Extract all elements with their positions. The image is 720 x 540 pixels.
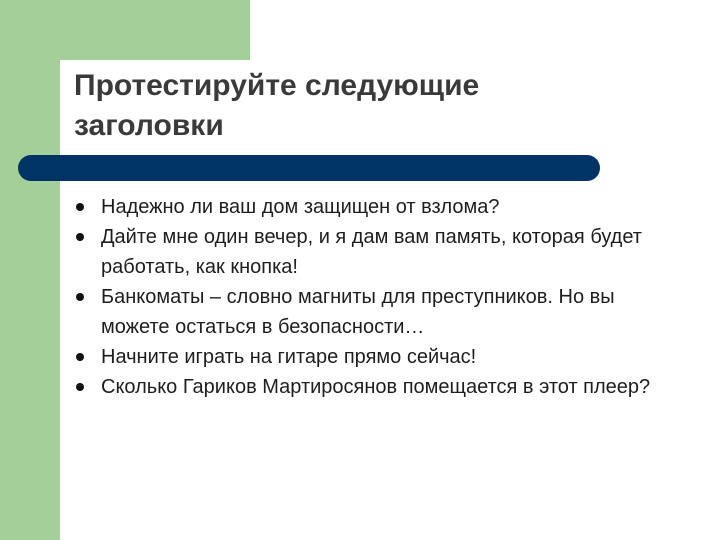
- slide-title: Протестируйте следующие заголовки: [74, 69, 480, 142]
- bullet-text: Дайте мне один вечер, и я дам вам память, которая будет работать, как кнопка!: [101, 226, 642, 278]
- bullet-icon: [76, 233, 84, 241]
- bullet-item: [76, 342, 676, 372]
- bullet-icon: [76, 203, 84, 211]
- bullet-icon: [76, 353, 84, 361]
- bullet-text: Надежно ли ваш дом защищен от взлома?: [101, 196, 500, 218]
- bullet-text: Начните играть на гитаре прямо сейчас!: [101, 346, 477, 368]
- bullet-item: [76, 222, 676, 282]
- bullet-item: [76, 192, 676, 222]
- bullet-text: Сколько Гариков Мартиросянов помещается в этот плеер?: [101, 376, 651, 398]
- left-accent-bar: [0, 0, 60, 540]
- bullet-icon: [76, 293, 84, 301]
- top-accent-block: [60, 0, 250, 60]
- bullet-list: [76, 192, 676, 402]
- bullet-icon: [76, 383, 84, 391]
- title-underline-bar: [18, 155, 600, 181]
- bullet-item: [76, 372, 676, 402]
- bullet-text: Банкоматы – словно магниты для преступников. Но вы можете остаться в безопасности…: [101, 286, 615, 338]
- bullet-item: [76, 282, 676, 342]
